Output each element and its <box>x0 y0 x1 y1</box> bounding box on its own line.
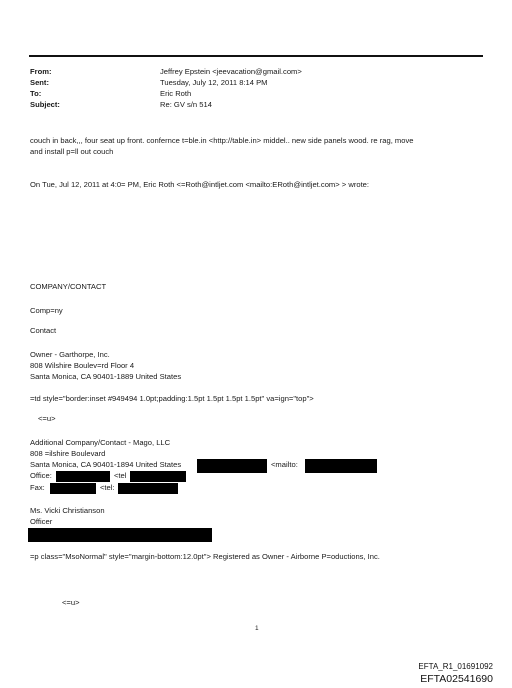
to-value: Eric Roth <box>160 89 192 98</box>
fax-label: Fax: <box>30 483 45 492</box>
company-label: Comp=ny <box>30 306 63 315</box>
body-line-1: couch in back,,, four seat up front. confernce t=ble.in <http://table.in> middel.. new side panels wood. re rag, move <box>30 136 414 145</box>
to-label: To: <box>30 89 42 98</box>
p-class-line: =p class="MsoNormal" style="margin-bottom:12.0pt"> Registered as Owner - Airborne P=oductions, Inc. <box>30 552 380 561</box>
subject-label: Subject: <box>30 100 60 109</box>
footer-ref-1: EFTA_R1_01691092 <box>418 662 493 671</box>
owner-line-1: Owner - Garthorpe, Inc. <box>30 350 110 359</box>
company-contact-heading: COMPANY/CONTACT <box>30 282 107 291</box>
page-number: 1 <box>255 625 259 632</box>
u-tag-2: <=u> <box>62 598 80 607</box>
redaction-block <box>305 459 377 473</box>
mailto-text: <mailto: <box>271 460 298 469</box>
footer-ref-2: EFTA02541690 <box>420 673 493 685</box>
u-tag-1: <=u> <box>38 414 56 423</box>
officer-title: Officer <box>30 517 53 526</box>
sent-label: Sent: <box>30 78 49 87</box>
quote-line: On Tue, Jul 12, 2011 at 4:0= PM, Eric Roth <=Roth@intljet.com <mailto:ERoth@intljet.com> > wrote: <box>30 180 370 189</box>
from-label: From: <box>30 67 52 76</box>
td-style-line: =td style="border:inset #949494 1.0pt;padding:1.5pt 1.5pt 1.5pt 1.5pt" va=ign="top"> <box>30 394 314 403</box>
subject-value: Re: GV s/n 514 <box>160 100 212 109</box>
office-label: Office: <box>30 471 52 480</box>
redaction-block <box>50 483 96 494</box>
redaction-block <box>118 483 178 494</box>
contact-label: Contact <box>30 326 57 335</box>
fax-tel: <tel: <box>100 483 115 492</box>
sent-value: Tuesday, July 12, 2011 8:14 PM <box>160 78 268 87</box>
from-value: Jeffrey Epstein <jeevacation@gmail.com> <box>160 67 302 76</box>
body-line-2: and install p=ll out couch <box>30 147 114 156</box>
redaction-block <box>28 528 212 542</box>
owner-line-3: Santa Monica, CA 90401-1889 United States <box>30 372 182 381</box>
additional-line-2: 808 =ilshire Boulevard <box>30 449 106 458</box>
redaction-block <box>130 471 186 482</box>
additional-line-3: Santa Monica, CA 90401-1894 United States <box>30 460 182 469</box>
officer-name: Ms. Vicki Christianson <box>30 506 105 515</box>
header-rule <box>29 55 483 57</box>
additional-line-1: Additional Company/Contact - Mago, LLC <box>30 438 171 447</box>
owner-line-2: 808 Wilshire Boulev=rd Floor 4 <box>30 361 135 370</box>
redaction-block <box>56 471 110 482</box>
office-tel: <tel <box>114 471 127 480</box>
redaction-block <box>197 459 267 473</box>
